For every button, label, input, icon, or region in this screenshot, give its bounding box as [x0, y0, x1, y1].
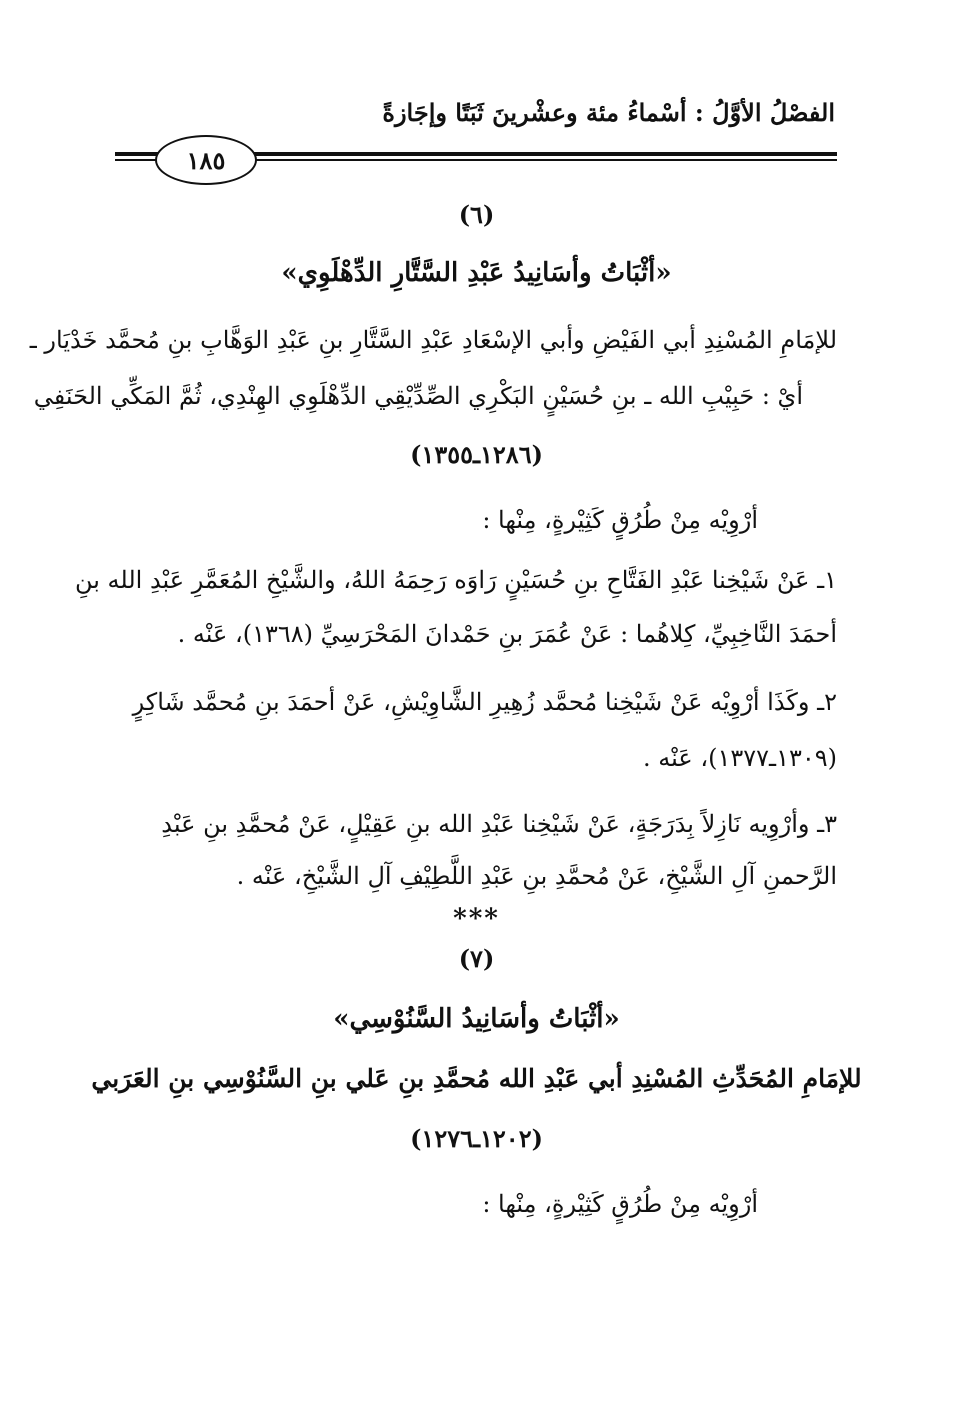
list-item: ٣ـ وأرْوِيه نَازِلاً بِدَرَجَةٍ، عَنْ شَيْخِنا عَبْدِ الله بنِ عَقِيْلٍ، عَنْ مُحمَّدِ بنِ عَبْدِ — [161, 810, 837, 838]
author-line: للإمَامِ المُسْنِدِ أبي الفَيْضِ وأبي الإسْعَادِ عَبْدِ السَّتَّارِ بنِ عَبْدِ الوَهَّابِ بنِ مُحمَّد خَدْيَار ـ — [29, 326, 837, 354]
list-item: ١ـ عَنْ شَيْخِنا عَبْدِ الفَتَّاحِ بنِ حُسَيْنٍ رَاوَه رَحِمَهُ اللهُ، والشَّيْخِ المُعَمَّرِ عَبْدِ الله بنِ — [74, 566, 837, 594]
intro-line: أرْوِيْه مِنْ طُرُقٍ كَثِيْرةٍ، مِنْها : — [482, 1190, 758, 1218]
author-line: أيْ : حَبِيْبِ الله ـ بنِ حُسَيْنٍ البَكْرِي الصِّدِّيْقِي الدِّهْلَوِي الهِنْدِي، ثُمَّ المَكِّي الحَنَفِي — [33, 382, 803, 410]
page-number-oval — [155, 135, 257, 185]
section-number: (٧) — [458, 944, 495, 973]
section-separator: *** — [453, 904, 500, 934]
intro-line: أرْوِيْه مِنْ طُرُقٍ كَثِيْرةٍ، مِنْها : — [482, 506, 758, 534]
list-item-continuation: الرَّحمنِ آلِ الشَّيْخِ، عَنْ مُحمَّدِ بنِ عَبْدِ اللَّطِيْفِ آلِ الشَّيْخِ، عَنْه . — [236, 862, 837, 890]
author-line: للإمَامِ المُحَدِّثِ المُسْنِدِ أبي عَبْدِ الله مُحمَّدِ بنِ عَلي بنِ السَّنُوْسِي بنِ العَرَبي — [91, 1064, 862, 1093]
section-title: «أثْبَاتُ وأسَانِيدُ عَبْدِ السَّتَّارِ الدِّهْلَوِي» — [281, 258, 672, 288]
date-range: (١٢٠٢ـ١٢٧٦) — [410, 1124, 543, 1153]
page-number: ١٨٥ — [186, 145, 226, 175]
list-item: ٢ـ وكَذَا أرْوِيْه عَنْ شَيْخِنا مُحمَّد زُهِيرِ الشَّاوِيْشِ، عَنْ أحمَدَ بنِ مُحمَّد شَاكِرٍ — [132, 688, 837, 716]
section-number: (٦) — [458, 200, 495, 229]
running-title: الفصْلُ الأوَّلُ : أسْماءُ مئة وعشْرينَ ثَبَتًا وإجَازةً — [382, 98, 835, 127]
section-title: «أثْبَاتُ وأسَانِيدُ السَّنُوْسِي» — [333, 1004, 620, 1034]
list-item-continuation: (١٣٠٩ـ١٣٧٧)، عَنْه . — [643, 744, 837, 772]
header-rule — [115, 135, 837, 187]
list-item-continuation: أحمَدَ النَّاخِبِيِّ، كِلاهُما : عَنْ عُمَرَ بنِ حَمْدانَ المَحْرَسِيِّ (١٣٦٨)، عَنْه . — [177, 620, 837, 648]
date-range: (١٢٨٦ـ١٣٥٥) — [410, 440, 543, 469]
